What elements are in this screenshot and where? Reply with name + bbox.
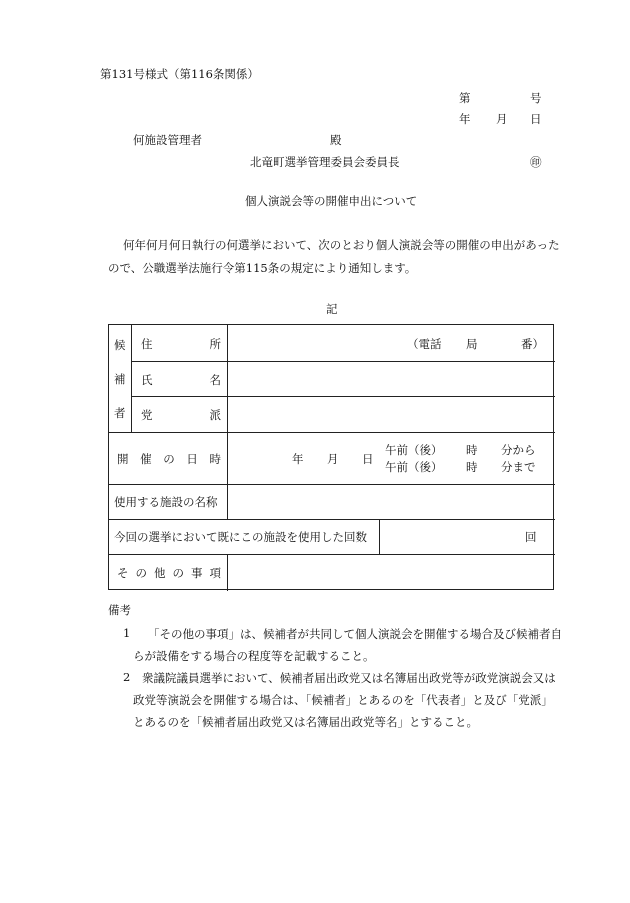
time-to-ampm: 午前（後） <box>385 460 443 474</box>
party-label-char: 党 <box>141 408 153 422</box>
phone-open: （電話 <box>407 337 442 351</box>
party-label <box>141 407 221 423</box>
time-from-minute: 分から <box>501 443 536 457</box>
body-text-line2: ので、公職選挙法施行令第115条の規定により通知します。 <box>108 261 417 275</box>
time-to-minute: 分まで <box>501 460 536 474</box>
col-divider <box>131 325 132 432</box>
date-year-label: 年 <box>459 112 471 126</box>
candidate-label-char: 者 <box>114 406 126 420</box>
facility-label: 使用する施設の名称 <box>114 495 218 509</box>
issue-no-prefix: 第 <box>459 91 471 105</box>
times-used-label: 今回の選挙において既にこの施設を使用した回数 <box>114 530 367 544</box>
row-divider <box>109 554 555 555</box>
notes-heading: 備考 <box>108 603 131 617</box>
other-label-char: の <box>135 566 147 580</box>
honorific: 殿 <box>330 133 342 147</box>
sender-name: 北竜町選挙管理委員会委員長 <box>250 155 400 169</box>
form-number: 第131号様式（第116条関係） <box>100 67 259 81</box>
other-label-char: 項 <box>209 566 221 580</box>
col-divider <box>379 519 380 554</box>
addressee: 何施設管理者 <box>133 133 202 147</box>
name-label-char: 氏 <box>141 373 153 387</box>
other-input[interactable] <box>229 557 553 589</box>
other-label-char: そ <box>117 566 129 580</box>
ki-heading: 記 <box>326 302 338 316</box>
address-input[interactable] <box>229 327 399 359</box>
date-label-char: の <box>163 452 175 466</box>
seal-mark: ㊞ <box>530 155 542 169</box>
row-divider <box>109 484 555 485</box>
time-from-hour: 時 <box>466 443 478 457</box>
row-divider <box>109 432 555 433</box>
times-used-input[interactable] <box>381 522 521 552</box>
candidate-label-char: 補 <box>114 372 126 386</box>
col-divider <box>227 325 228 519</box>
other-label-char: の <box>172 566 184 580</box>
date-day-field: 日 <box>362 452 374 466</box>
application-table <box>108 324 554 590</box>
date-label-char: 開 <box>117 452 129 466</box>
phone-kyoku: 局 <box>466 337 478 351</box>
issue-no-suffix: 号 <box>530 91 542 105</box>
phone-ban: 番） <box>521 337 544 351</box>
name-input[interactable] <box>229 363 553 395</box>
date-label-char: 時 <box>209 452 221 466</box>
document-title: 個人演説会等の開催申出について <box>245 194 418 208</box>
address-label-char: 所 <box>209 337 221 351</box>
candidate-label-char: 候 <box>114 338 126 352</box>
note2-line3: とあるのを「候補者届出政党又は名簿届出政党等名」とすること。 <box>133 715 478 729</box>
time-to-hour: 時 <box>466 460 478 474</box>
time-from-ampm: 午前（後） <box>385 443 443 457</box>
date-month-field: 月 <box>327 452 339 466</box>
facility-input[interactable] <box>229 487 553 517</box>
row-divider <box>131 361 555 362</box>
date-label <box>117 451 221 467</box>
note1-line2: らが設備をする場合の程度等を記載すること。 <box>133 649 375 663</box>
date-label-char: 日 <box>186 452 198 466</box>
date-month-label: 月 <box>496 112 508 126</box>
date-label-char: 催 <box>140 452 152 466</box>
date-year-field: 年 <box>292 452 304 466</box>
note2-number: 2 <box>123 670 131 684</box>
party-input[interactable] <box>229 398 553 430</box>
row-divider <box>109 519 555 520</box>
other-label <box>117 565 221 581</box>
address-label <box>141 336 221 352</box>
name-label-char: 名 <box>209 373 221 387</box>
date-day-label: 日 <box>530 112 542 126</box>
note1-line1: 「その他の事項」は、候補者が共同して個人演説会を開催する場合及び候補者自 <box>148 627 562 641</box>
other-label-char: 事 <box>191 566 203 580</box>
other-label-char: 他 <box>154 566 166 580</box>
note2-line2: 政党等演説会を開催する場合は、「候補者」とあるのを「代表者」と及び「党派」 <box>133 693 553 707</box>
name-label <box>141 372 221 388</box>
body-text-line1: 何年何月何日執行の何選挙において、次のとおり個人演説会等の開催の申出があった <box>123 238 560 252</box>
note1-number: 1 <box>123 626 131 640</box>
party-label-char: 派 <box>209 408 221 422</box>
col-divider <box>227 554 228 591</box>
address-label-char: 住 <box>141 337 153 351</box>
row-divider <box>131 396 555 397</box>
times-unit: 回 <box>525 530 537 544</box>
note2-line1: 衆議院議員選挙において、候補者届出政党又は名簿届出政党等が政党演説会又は <box>142 671 556 685</box>
